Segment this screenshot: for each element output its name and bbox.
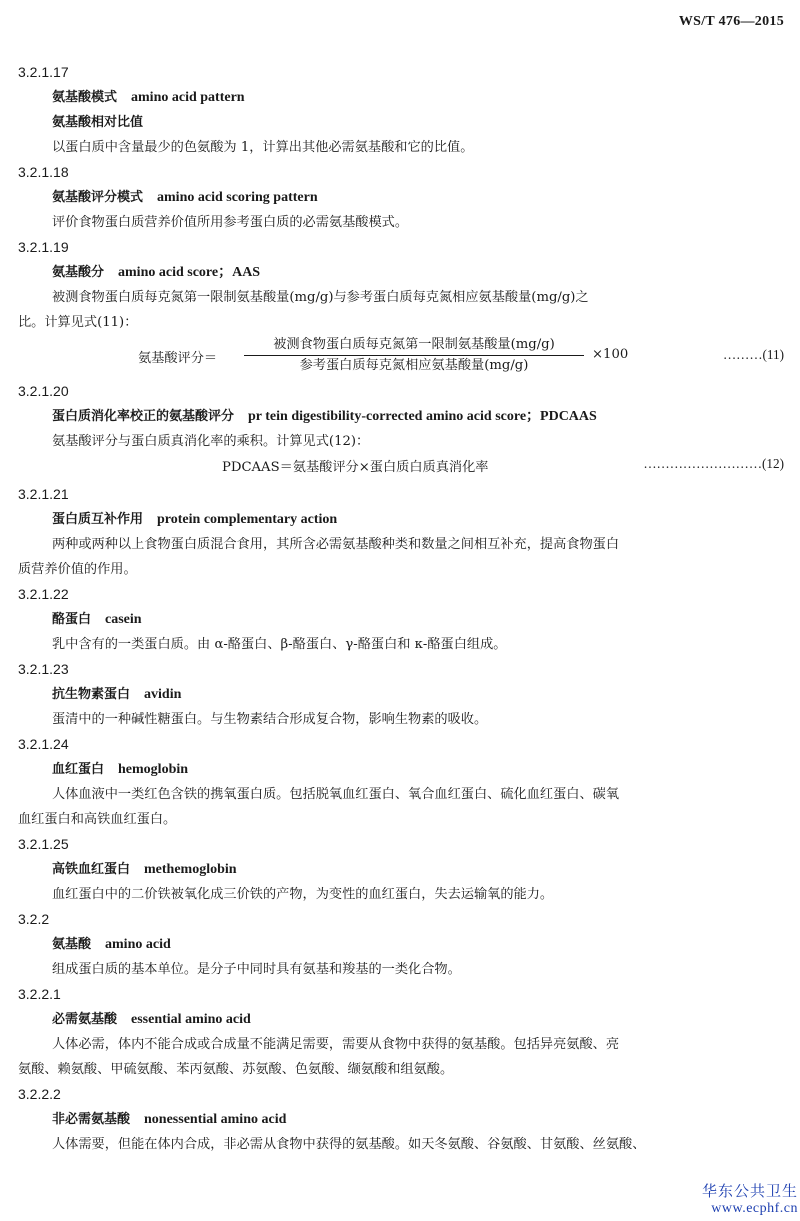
formula-11 [0,335,800,379]
entry-3-2-1-22 [0,582,800,657]
entry-3-2-1-20 [0,379,800,482]
term-zh: 高铁血红蛋白 [52,862,131,877]
term-zh: 氨基酸模式 [52,90,118,105]
term-en: essential amino acid [131,1012,251,1027]
entry-term [0,932,800,957]
entry-definition-line-1: 人体血液中一类红色含铁的携氧蛋白质。包括脱氧血红蛋白、氧合血红蛋白、硫化血红蛋白、碳氧 [52,787,620,802]
formula-denominator: 参考蛋白质每克氮相应氨基酸量(mg/g) [299,358,529,373]
formula-lhs: 氨基酸评分＝ [138,351,218,366]
entry-term [0,682,800,707]
term-zh: 抗生物素蛋白 [52,687,131,702]
entry-term [0,85,800,110]
term-entries [0,60,800,1157]
entry-term [0,404,800,429]
formula-body: PDCAAS＝氨基酸评分×蛋白质白质真消化率 [222,460,489,475]
term-en: methemoglobin [144,862,237,877]
entry-number: 3.2.1.24 [18,736,69,752]
term-zh: 氨基酸分 [52,265,105,280]
entry-term [0,1007,800,1032]
entry-3-2-2-1 [0,982,800,1082]
entry-3-2-1-25 [0,832,800,907]
entry-alt-term: 氨基酸相对比值 [52,115,144,130]
formula-fraction [244,335,584,376]
entry-definition: 评价食物蛋白质营养价值所用参考蛋白质的必需氨基酸模式。 [52,215,409,230]
formula-number: ………………………(12) [643,456,784,471]
document-code: WS/T 476—2015 [678,14,784,29]
entry-3-2-1-24 [0,732,800,832]
term-zh: 非必需氨基酸 [52,1112,131,1127]
term-zh: 酪蛋白 [52,612,92,627]
term-en: hemoglobin [118,762,189,777]
entry-3-2-1-18 [0,160,800,235]
entry-number: 3.2.2.2 [18,1086,61,1102]
formula-multiplier: ×100 [592,347,629,362]
entry-definition: 氨基酸评分与蛋白质真消化率的乘积。计算见式(12)： [52,434,370,449]
entry-3-2-1-19 [0,235,800,379]
term-en: casein [105,612,142,627]
term-zh: 必需氨基酸 [52,1012,118,1027]
entry-definition: 人体需要，但能在体内合成，非必需从食物中获得的氨基酸。如天冬氨酸、谷氨酸、甘氨酸、丝氨酸、 [52,1137,646,1152]
entry-number: 3.2.1.21 [18,486,69,502]
entry-definition-line-2: 氨酸、赖氨酸、甲硫氨酸、苯丙氨酸、苏氨酸、色氨酸、缬氨酸和组氨酸。 [18,1062,454,1077]
entry-definition: 组成蛋白质的基本单位。是分子中同时具有氨基和羧基的一类化合物。 [52,962,461,977]
term-en: protein complementary action [157,512,338,527]
term-zh: 蛋白质互补作用 [52,512,144,527]
entry-definition-line-2: 质营养价值的作用。 [18,562,137,577]
site-watermark [702,1180,798,1217]
entry-definition-line-1: 两种或两种以上食物蛋白质混合食用，其所含必需氨基酸种类和数量之间相互补充，提高食物蛋白 [52,537,620,552]
watermark-name: 华东公共卫生 [701,1182,798,1200]
entry-3-2-2-2 [0,1082,800,1157]
term-en: avidin [144,687,182,702]
term-zh: 氨基酸评分模式 [52,190,144,205]
term-zh: 氨基酸 [52,937,92,952]
entry-number: 3.2.1.18 [18,164,69,180]
term-zh: 蛋白质消化率校正的氨基酸评分 [52,409,235,424]
term-en: pr tein digestibility-corrected amino acid score；PDCAAS [248,409,597,424]
entry-3-2-1-17 [0,60,800,160]
formula-12 [0,454,800,482]
entry-definition: 乳中含有的一类蛋白质。由 α-酪蛋白、β-酪蛋白、γ-酪蛋白和 κ-酪蛋白组成。 [52,637,507,652]
term-zh: 血红蛋白 [52,762,105,777]
entry-number: 3.2.1.19 [18,239,69,255]
entry-term [0,185,800,210]
entry-number: 3.2.2.1 [18,986,61,1002]
entry-number: 3.2.1.25 [18,836,69,852]
entry-definition-line-1: 被测食物蛋白质每克氮第一限制氨基酸量(mg/g)与参考蛋白质每克氮相应氨基酸量(mg/g)之 [52,290,589,305]
entry-definition: 以蛋白质中含量最少的色氨酸为 1，计算出其他必需氨基酸和它的比值。 [52,140,474,155]
entry-number: 3.2.1.22 [18,586,69,602]
entry-definition: 血红蛋白中的二价铁被氧化成三价铁的产物，为变性的血红蛋白，失去运输氧的能力。 [52,887,554,902]
entry-number: 3.2.1.23 [18,661,69,677]
entry-term [0,857,800,882]
entry-term [0,757,800,782]
entry-3-2-2 [0,907,800,982]
entry-definition-line-2: 血红蛋白和高铁血红蛋白。 [18,812,177,827]
formula-numerator: 被测食物蛋白质每克氮第一限制氨基酸量(mg/g) [244,335,584,356]
entry-number: 3.2.1.20 [18,383,69,399]
term-en: amino acid score；AAS [118,265,261,280]
entry-term [0,1107,800,1132]
entry-term [0,507,800,532]
entry-definition-line-2: 比。计算见式(11)： [18,315,138,330]
entry-number: 3.2.2 [18,911,50,927]
watermark-url: www.ecphf.cn [711,1201,798,1216]
entry-number: 3.2.1.17 [18,64,69,80]
term-en: nonessential amino acid [144,1112,287,1127]
term-en: amino acid [105,937,171,952]
entry-definition: 蛋清中的一种碱性糖蛋白。与生物素结合形成复合物，影响生物素的吸收。 [52,712,488,727]
entry-term [0,260,800,285]
entry-3-2-1-23 [0,657,800,732]
entry-term [0,607,800,632]
entry-definition-line-1: 人体必需，体内不能合成或合成量不能满足需要，需要从食物中获得的氨基酸。包括异亮氨酸、亮 [52,1037,620,1052]
entry-3-2-1-21 [0,482,800,582]
formula-number: ………(11) [722,347,784,362]
term-en: amino acid scoring pattern [157,190,318,205]
term-en: amino acid pattern [131,90,245,105]
